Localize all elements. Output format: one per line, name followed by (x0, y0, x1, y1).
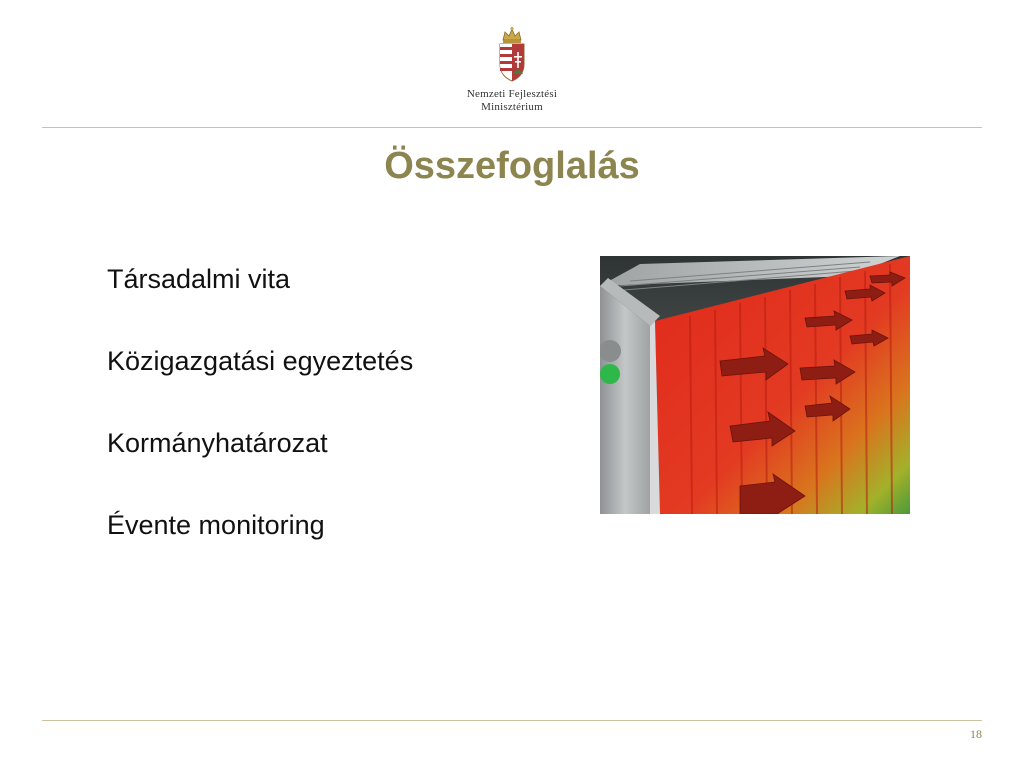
list-item: Közigazgatási egyeztetés (107, 346, 414, 376)
list-item: Évente monitoring (107, 510, 325, 540)
radiator-heat-flow-image (600, 256, 910, 514)
ministry-name-line1: Nemzeti Fejlesztési (466, 88, 558, 100)
hungarian-coat-of-arms-icon (497, 26, 527, 82)
page-number: 18 (970, 727, 982, 741)
slide-title: Összefoglalás (384, 145, 640, 187)
list-item: Kormányhatározat (107, 428, 328, 458)
ministry-name-line2: Minisztérium (481, 101, 543, 113)
header-divider (42, 127, 982, 128)
summary-list (107, 262, 413, 590)
radiator-illustration (600, 256, 910, 514)
list-item: Társadalmi vita (107, 264, 291, 294)
footer-divider (42, 720, 982, 721)
ministry-logo (0, 26, 1024, 87)
